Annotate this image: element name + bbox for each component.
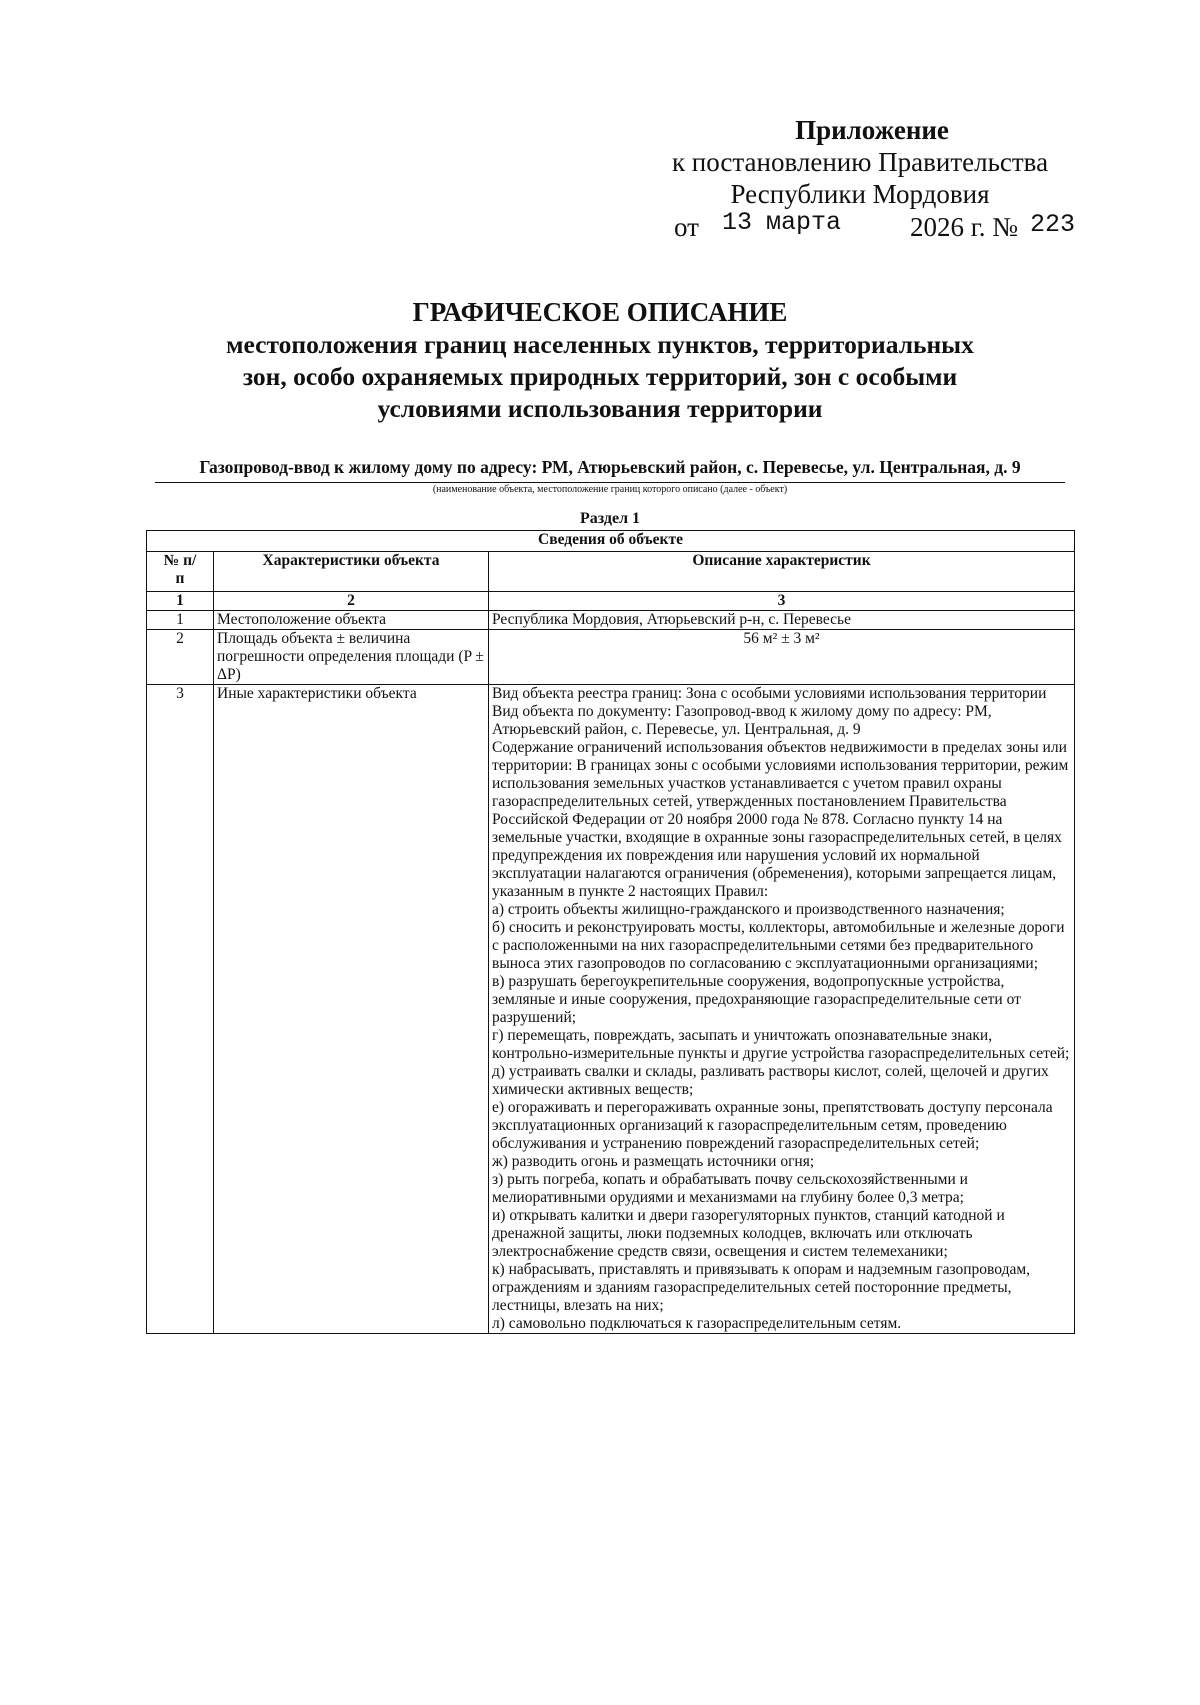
date-month: марта [766,208,842,237]
title-line-2: зон, особо охраняемых природных территорий, зон с особыми [242,362,958,391]
col-header-description: Описание характеристик [489,552,1075,592]
date-year: 2026 г. № [910,212,1019,242]
object-underline [155,482,1065,483]
table-column-header-row [147,552,1075,592]
restriction-item: з) рыть погреба, копать и обрабатывать почву сельскохозяйственными и мелиоративными орудиями и механизмами на глубину более 0,3 метра; [492,1171,968,1206]
appendix-line-2: Республики Мордовия [730,179,990,209]
appendix-date-line [640,210,1080,244]
table-row [147,685,1075,1334]
row-characteristic: Площадь объекта ± величина погрешности определения площади (P ± ΔP) [214,630,489,685]
object-info-table [146,530,1075,1334]
col-header-number: № п/п [147,552,214,592]
description-paragraph: Содержание ограничений использования объектов недвижимости в пределах зоны или территории: В границах зоны с особыми условиями использования территории, режим использования земельных участков устанавливается с учетом правил охраны газораспределительных сетей, утвержденных постановлением Правительства Российской Федерации от 20 ноября 2000 года № 878. Согласно пункту 14 на земельные участки, входящие в охранные зоны газораспределительных сетей, в целях предупреждения их повреждения или нарушения условий их нормальной эксплуатации налагаются ограничения (обременения), которыми запрещается лицам, указанным в пункте 2 настоящих Правил: [492,739,1069,900]
row-description: Республика Мордовия, Атюрьевский р-н, с. Перевесье [489,611,1075,630]
decree-number: 223 [1030,210,1076,239]
col-number-1: 1 [147,592,214,611]
table-row [147,611,1075,630]
restriction-item: ж) разводить огонь и размещать источники огня; [492,1153,815,1170]
restriction-item: д) устраивать свалки и склады, разливать растворы кислот, солей, щелочей и других химически активных веществ; [492,1063,1049,1098]
description-paragraph: Вид объекта по документу: Газопровод-ввод к жилому дому по адресу: РМ, Атюрьевский район, с. Перевесье, ул. Центральная, д. 9 [492,703,992,738]
restriction-item: г) перемещать, повреждать, засыпать и уничтожать опознавательные знаки, контрольно-измерительные пункты и другие устройства газораспределительных сетей; [492,1027,1070,1062]
restriction-item: к) набрасывать, приставлять и привязывать к опорам и надземным газопроводам, ограждениям и зданиям газораспределительных сетей посторонние предметы, лестницы, влезать на них; [492,1261,1031,1314]
col-number-3: 3 [489,592,1075,611]
table-section-header: Сведения об объекте [147,531,1075,552]
title-main: ГРАФИЧЕСКОЕ ОПИСАНИЕ [412,297,788,327]
restriction-item: л) самовольно подключаться к газораспределительным сетям. [492,1315,902,1332]
appendix-title: Приложение [795,115,949,145]
restriction-item: и) открывать калитки и двери газорегуляторных пунктов, станций катодной и дренажной защиты, люки подземных колодцев, включать или отключать электроснабжение средств связи, освещения и систем телемеханики; [492,1207,1005,1260]
row-description [489,685,1075,1334]
table-column-number-row [147,592,1075,611]
date-day: 13 [722,208,753,237]
restriction-item: в) разрушать берегоукрепительные сооружения, водопропускные устройства, земляные и иные сооружения, предохраняющие газораспределительные сети от разрушений; [492,973,1021,1026]
section-label: Раздел 1 [579,510,641,527]
document-title [150,296,1050,425]
row-number: 1 [147,611,214,630]
appendix-block [640,114,1080,244]
appendix-line-1: к постановлению Правительства [671,147,1049,177]
table-row [147,630,1075,685]
row-characteristic: Местоположение объекта [214,611,489,630]
object-caption: (наименование объекта, местоположение границ которого описано (далее - объект) [432,484,788,495]
date-prefix: от [674,212,699,242]
col-number-2: 2 [214,592,489,611]
row-description: 56 м² ± 3 м² [489,630,1075,685]
row-characteristic: Иные характеристики объекта [214,685,489,1334]
restriction-item: б) сносить и реконструировать мосты, коллекторы, автомобильные и железные дороги с расположенными на них газораспределительными сетями без предварительного выноса этих газопроводов по согласованию с эксплуатационными организациями; [492,919,1065,972]
restriction-item: а) строить объекты жилищно-гражданского и производственного назначения; [492,901,1005,918]
table-section-header-row [147,531,1075,552]
col-header-characteristic: Характеристики объекта [214,552,489,592]
title-line-3: условиями использования территории [377,394,823,423]
title-line-1: местоположения границ населенных пунктов, территориальных [226,330,974,359]
description-paragraph: Вид объекта реестра границ: Зона с особыми условиями использования территории [492,685,1047,702]
row-number: 3 [147,685,214,1334]
object-name: Газопровод-ввод к жилому дому по адресу: РМ, Атюрьевский район, с. Перевесье, ул. Центральная, д. 9 [199,457,1021,477]
restriction-item: е) огораживать и перегораживать охранные зоны, препятствовать доступу персонала эксплуатационных организаций к газораспределительным сетям, проведению обслуживания и устранению повреждений газораспределительных сетей; [492,1099,1053,1152]
row-number: 2 [147,630,214,685]
